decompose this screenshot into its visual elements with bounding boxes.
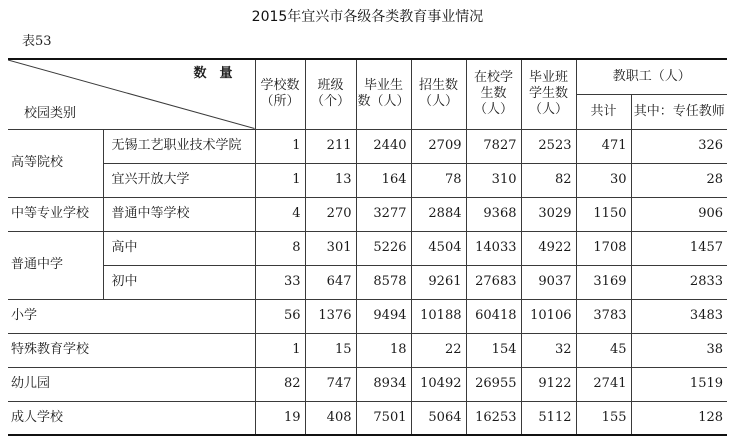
- table-row: [8, 163, 727, 197]
- header-staff-total: 共计: [576, 94, 631, 129]
- school-count-cell: 4: [255, 197, 305, 231]
- education-stats-table: [8, 58, 727, 436]
- staff-total-cell: 1150: [576, 197, 631, 231]
- header-classes: 班级 （个）: [305, 59, 356, 129]
- category-cell: 幼儿园: [8, 367, 255, 401]
- enrollment-cell: 9261: [411, 265, 466, 299]
- school-count-cell: 1: [255, 333, 305, 367]
- classes-cell: 408: [305, 401, 356, 435]
- header-category-label: 校园类别: [24, 105, 77, 121]
- header-staff-teachers: 其中：专任教师: [631, 94, 727, 129]
- staff-total-cell: 3169: [576, 265, 631, 299]
- enrollment-cell: 2709: [411, 129, 466, 163]
- graduating-students-cell: 4922: [521, 231, 576, 265]
- graduates-cell: 8578: [356, 265, 411, 299]
- school-count-cell: 1: [255, 163, 305, 197]
- header-school-count: 学校数 （所）: [255, 59, 305, 129]
- school-count-cell: 82: [255, 367, 305, 401]
- graduating-students-cell: 2523: [521, 129, 576, 163]
- school-count-cell: 1: [255, 129, 305, 163]
- table-row: [8, 367, 727, 401]
- school-count-cell: 33: [255, 265, 305, 299]
- enrollment-cell: 10492: [411, 367, 466, 401]
- enrollment-cell: 78: [411, 163, 466, 197]
- students-cell: 16253: [466, 401, 521, 435]
- staff-total-cell: 1708: [576, 231, 631, 265]
- header-quantity-label: 数 量: [193, 66, 233, 81]
- subcategory-cell: 普通中等学校: [103, 197, 255, 231]
- category-cell: 中等专业学校: [8, 197, 103, 231]
- students-cell: 27683: [466, 265, 521, 299]
- graduates-cell: 8934: [356, 367, 411, 401]
- classes-cell: 15: [305, 333, 356, 367]
- students-cell: 310: [466, 163, 521, 197]
- subcategory-cell: 初中: [103, 265, 255, 299]
- header-graduating-students: 毕业班 学生数 （人）: [521, 59, 576, 129]
- staff-teachers-cell: 128: [631, 401, 727, 435]
- graduating-students-cell: 3029: [521, 197, 576, 231]
- enrollment-cell: 22: [411, 333, 466, 367]
- staff-teachers-cell: 906: [631, 197, 727, 231]
- staff-teachers-cell: 2833: [631, 265, 727, 299]
- staff-total-cell: 30: [576, 163, 631, 197]
- staff-total-cell: 3783: [576, 299, 631, 333]
- graduating-students-cell: 5112: [521, 401, 576, 435]
- header-graduates: 毕业生 数（人）: [356, 59, 411, 129]
- graduating-students-cell: 32: [521, 333, 576, 367]
- category-cell: 特殊教育学校: [8, 333, 255, 367]
- school-count-cell: 56: [255, 299, 305, 333]
- table-row: [8, 299, 727, 333]
- enrollment-cell: 4504: [411, 231, 466, 265]
- page-title: 2015年宜兴市各级各类教育事业情况: [251, 9, 484, 25]
- graduating-students-cell: 9122: [521, 367, 576, 401]
- staff-teachers-cell: 326: [631, 129, 727, 163]
- students-cell: 9368: [466, 197, 521, 231]
- category-cell: 小学: [8, 299, 255, 333]
- classes-cell: 13: [305, 163, 356, 197]
- classes-cell: 1376: [305, 299, 356, 333]
- graduates-cell: 2440: [356, 129, 411, 163]
- category-cell: 普通中学: [8, 231, 103, 299]
- header-staff-group: 教职工（人）: [576, 59, 727, 94]
- staff-total-cell: 45: [576, 333, 631, 367]
- enrollment-cell: 5064: [411, 401, 466, 435]
- table-number: 表53: [22, 34, 52, 49]
- table-row: [8, 129, 727, 163]
- staff-teachers-cell: 1457: [631, 231, 727, 265]
- graduates-cell: 7501: [356, 401, 411, 435]
- graduates-cell: 3277: [356, 197, 411, 231]
- school-count-cell: 8: [255, 231, 305, 265]
- table-row: [8, 197, 727, 231]
- classes-cell: 211: [305, 129, 356, 163]
- staff-total-cell: 2741: [576, 367, 631, 401]
- graduating-students-cell: 9037: [521, 265, 576, 299]
- enrollment-cell: 2884: [411, 197, 466, 231]
- staff-teachers-cell: 3483: [631, 299, 727, 333]
- graduates-cell: 164: [356, 163, 411, 197]
- graduates-cell: 9494: [356, 299, 411, 333]
- graduates-cell: 18: [356, 333, 411, 367]
- table-row: [8, 401, 727, 435]
- header-enrollment: 招生数 （人）: [411, 59, 466, 129]
- classes-cell: 301: [305, 231, 356, 265]
- students-cell: 14033: [466, 231, 521, 265]
- graduating-students-cell: 82: [521, 163, 576, 197]
- staff-teachers-cell: 38: [631, 333, 727, 367]
- staff-teachers-cell: 28: [631, 163, 727, 197]
- header-row: [8, 59, 727, 94]
- students-cell: 60418: [466, 299, 521, 333]
- students-cell: 26955: [466, 367, 521, 401]
- graduating-students-cell: 10106: [521, 299, 576, 333]
- category-cell: 成人学校: [8, 401, 255, 435]
- school-count-cell: 19: [255, 401, 305, 435]
- header-students: 在校学 生数 （人）: [466, 59, 521, 129]
- category-cell: 高等院校: [8, 129, 103, 197]
- classes-cell: 270: [305, 197, 356, 231]
- table-row: [8, 333, 727, 367]
- subcategory-cell: 高中: [103, 231, 255, 265]
- classes-cell: 747: [305, 367, 356, 401]
- enrollment-cell: 10188: [411, 299, 466, 333]
- table-row: [8, 231, 727, 265]
- subcategory-cell: 宜兴开放大学: [103, 163, 255, 197]
- graduates-cell: 5226: [356, 231, 411, 265]
- staff-total-cell: 471: [576, 129, 631, 163]
- staff-teachers-cell: 1519: [631, 367, 727, 401]
- students-cell: 154: [466, 333, 521, 367]
- table-row: [8, 265, 727, 299]
- header-corner-cell: [8, 59, 255, 129]
- subcategory-cell: 无锡工艺职业技术学院: [103, 129, 255, 163]
- students-cell: 7827: [466, 129, 521, 163]
- classes-cell: 647: [305, 265, 356, 299]
- staff-total-cell: 155: [576, 401, 631, 435]
